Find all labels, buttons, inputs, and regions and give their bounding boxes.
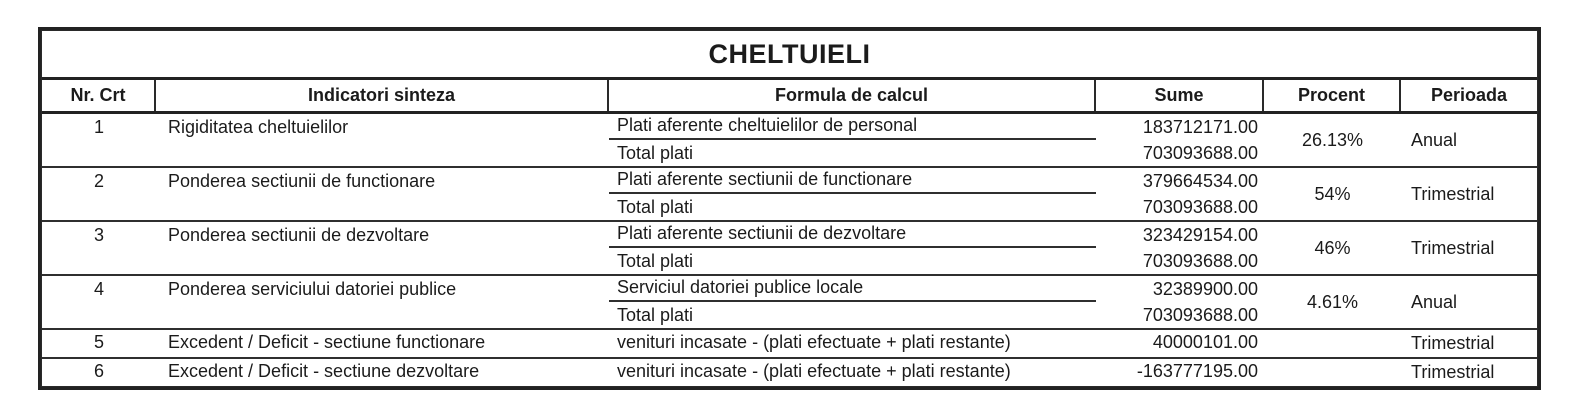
procent-cell [1264, 330, 1401, 357]
header-perioada: Perioada [1430, 85, 1508, 105]
perioada-cell: Trimestrial [1411, 333, 1495, 353]
suma-denominator: 703093688.00 [1142, 305, 1258, 325]
table-row [42, 222, 1537, 276]
formula-numerator: Serviciul datoriei publice locale [609, 276, 1096, 302]
formula-denominator: Total plati [617, 251, 694, 271]
row-number: 3 [93, 225, 104, 245]
table-row [42, 276, 1537, 330]
row-number: 5 [93, 332, 104, 352]
sume-cell: 40000101.00 [1152, 332, 1258, 352]
sume-cell [1096, 168, 1264, 220]
formula-numerator: Plati aferente sectiunii de dezvoltare [609, 222, 1096, 248]
sume-cell [1096, 276, 1264, 328]
table-row [42, 114, 1537, 168]
table-row [42, 330, 1537, 359]
header-formula-de-calcul: Formula de calcul [609, 80, 1096, 111]
indicator-cell: Ponderea serviciului datoriei publice [168, 279, 457, 299]
table-header-row [42, 80, 1537, 114]
procent-cell: 54% [1314, 183, 1351, 204]
formula-denominator: Total plati [617, 143, 694, 163]
suma-denominator: 703093688.00 [1142, 143, 1258, 163]
indicator-cell: Rigiditatea cheltuielilor [168, 117, 349, 137]
perioada-cell: Anual [1411, 129, 1458, 150]
sume-cell [1096, 222, 1264, 274]
sume-cell [1096, 114, 1264, 166]
indicator-cell: Excedent / Deficit - sectiune functionare [168, 332, 486, 352]
formula-denominator: Total plati [617, 305, 694, 325]
suma-numerator: 183712171.00 [1142, 117, 1258, 137]
perioada-cell: Anual [1411, 291, 1458, 312]
header-indicatori-sinteza: Indicatori sinteza [156, 80, 609, 111]
perioada-cell: Trimestrial [1411, 362, 1495, 382]
header-nr-crt: Nr. Crt [42, 80, 156, 111]
sume-cell: -163777195.00 [1136, 361, 1258, 381]
indicator-cell: Ponderea sectiunii de functionare [168, 171, 436, 191]
table-title: CHELTUIELI [42, 31, 1537, 80]
formula-denominator: Total plati [617, 197, 694, 217]
formula-cell [609, 114, 1096, 166]
table-row [42, 168, 1537, 222]
formula-numerator: Plati aferente sectiunii de functionare [609, 168, 1096, 194]
perioada-cell: Trimestrial [1411, 237, 1495, 258]
row-number: 6 [93, 361, 104, 381]
formula-cell [609, 222, 1096, 274]
procent-cell: 4.61% [1306, 291, 1359, 312]
procent-cell: 46% [1314, 237, 1351, 258]
perioada-cell: Trimestrial [1411, 183, 1495, 204]
procent-cell [1264, 359, 1401, 386]
indicator-cell: Ponderea sectiunii de dezvoltare [168, 225, 430, 245]
header-procent: Procent [1264, 80, 1401, 111]
suma-numerator: 32389900.00 [1152, 279, 1258, 299]
row-number: 4 [93, 279, 104, 299]
header-sume: Sume [1096, 80, 1264, 111]
formula-numerator: Plati aferente cheltuielilor de personal [609, 114, 1096, 140]
row-number: 1 [93, 117, 104, 137]
suma-numerator: 323429154.00 [1142, 225, 1258, 245]
suma-denominator: 703093688.00 [1142, 197, 1258, 217]
row-number: 2 [93, 171, 104, 191]
procent-cell: 26.13% [1301, 129, 1364, 150]
cheltuieli-table [38, 27, 1541, 390]
formula-cell [609, 276, 1096, 328]
suma-numerator: 379664534.00 [1142, 171, 1258, 191]
formula-cell: venituri incasate - (plati efectuate + plati restante) [617, 361, 1011, 381]
table-row [42, 359, 1537, 386]
indicator-cell: Excedent / Deficit - sectiune dezvoltare [168, 361, 480, 381]
suma-denominator: 703093688.00 [1142, 251, 1258, 271]
table-frame [41, 30, 1538, 387]
formula-cell: venituri incasate - (plati efectuate + plati restante) [617, 332, 1011, 352]
formula-cell [609, 168, 1096, 220]
